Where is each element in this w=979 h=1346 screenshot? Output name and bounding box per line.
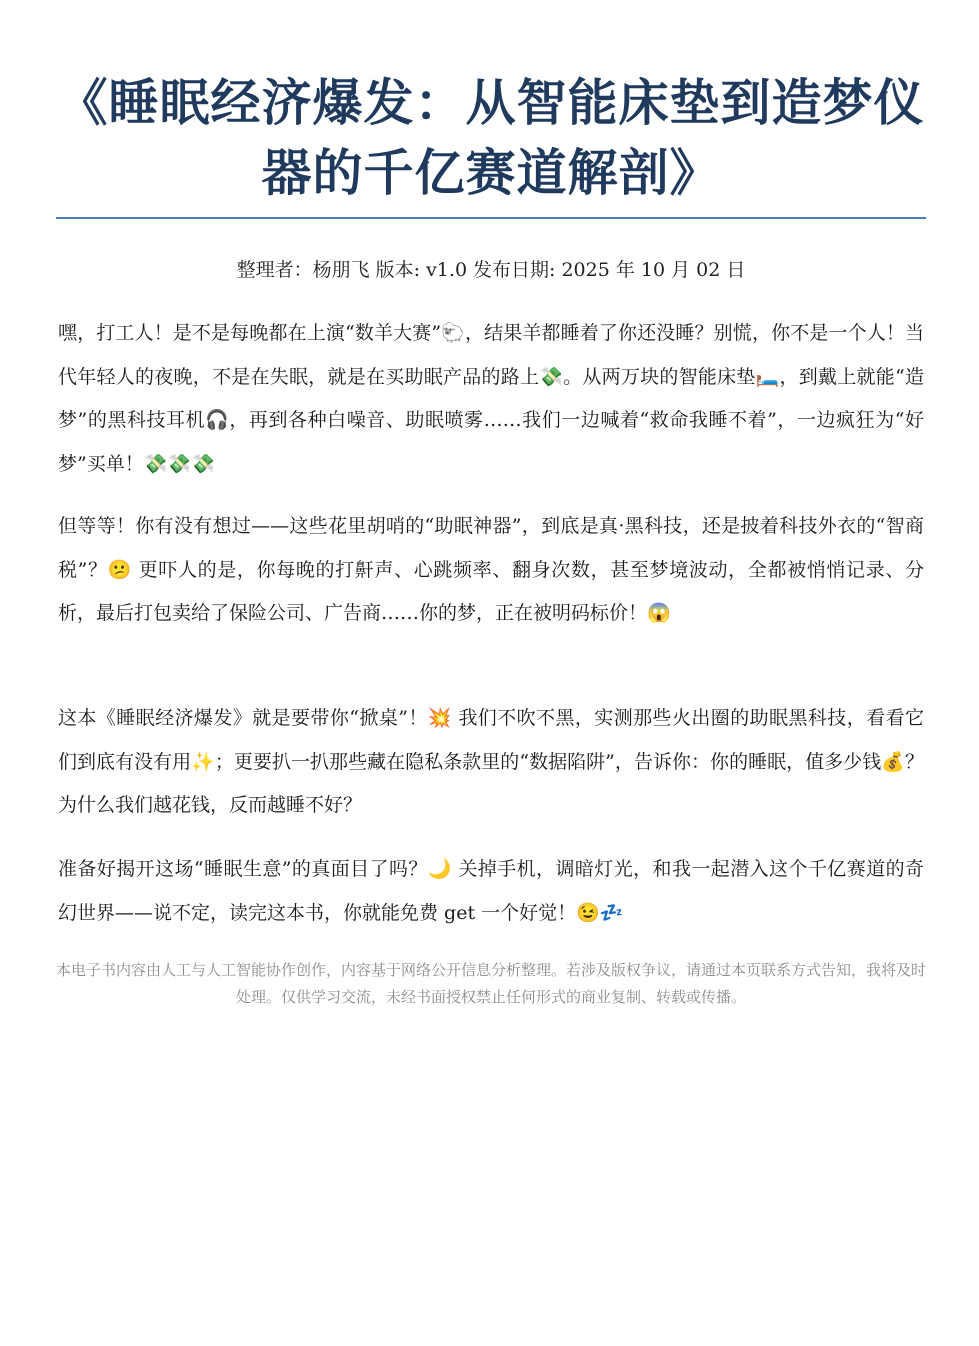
title-divider — [56, 217, 926, 219]
intro-paragraph-1: 嘿，打工人！是不是每晚都在上演“数羊大赛”🐑，结果羊都睡着了你还没睡？别慌，你不是一个人！当代年轻人的夜晚，不是在失眠，就是在买助眠产品的路上💸。从两万块的智能床垫🛏️，到戴上就能“造梦”的黑科技耳机🎧，再到各种白噪音、助眠喷雾……我们一边喊着“救命我睡不着”，一边疯狂为“好梦”买单！💸💸💸 — [58, 322, 924, 475]
date-label: 发布日期: — [473, 259, 556, 281]
intro-paragraph-4: 准备好揭开这场“睡眠生意”的真面目了吗？🌙 关掉手机，调暗灯光，和我一起潜入这个千亿赛道的奇幻世界——说不定，读完这本书，你就能免费 get 一个好觉！😉💤 — [58, 858, 924, 924]
version-value: v1.0 — [426, 259, 468, 281]
document-title: 《睡眠经济爆发：从智能床垫到造梦仪器的千亿赛道解剖》 — [57, 74, 925, 202]
intro-paragraph-3: 这本《睡眠经济爆发》就是要带你“掀桌”！💥 我们不吹不黑，实测那些火出圈的助眠黑科技，看看它们到底有没有用✨；更要扒一扒那些藏在隐私条款里的“数据陷阱”，告诉你：你的睡眠，值多少钱💰？为什么我们越花钱，反而越睡不好？ — [58, 707, 924, 816]
version-label: 版本: — [375, 259, 421, 281]
intro-paragraph-2: 但等等！你有没有想过——这些花里胡哨的“助眠神器”，到底是真·黑科技，还是披着科技外衣的“智商税”？😕 更吓人的是，你每晚的打鼾声、心跳频率、翻身次数，甚至梦境波动，全都被悄悄记录、分析，最后打包卖给了保险公司、广告商……你的梦，正在被明码标价！😱 — [58, 515, 924, 624]
copyright-disclaimer: 本电子书内容由人工与人工智能协作创作，内容基于网络公开信息分析整理。若涉及版权争议，请通过本页联系方式告知，我将及时处理。仅供学习交流，未经书面授权禁止任何形式的商业复制、转载或传播。 — [56, 961, 927, 1006]
organizer-name: 杨朋飞 — [312, 259, 370, 281]
publish-date: 2025 年 10 月 02 日 — [561, 259, 746, 281]
organizer-label: 整理者： — [236, 259, 313, 281]
document-meta — [56, 256, 926, 284]
